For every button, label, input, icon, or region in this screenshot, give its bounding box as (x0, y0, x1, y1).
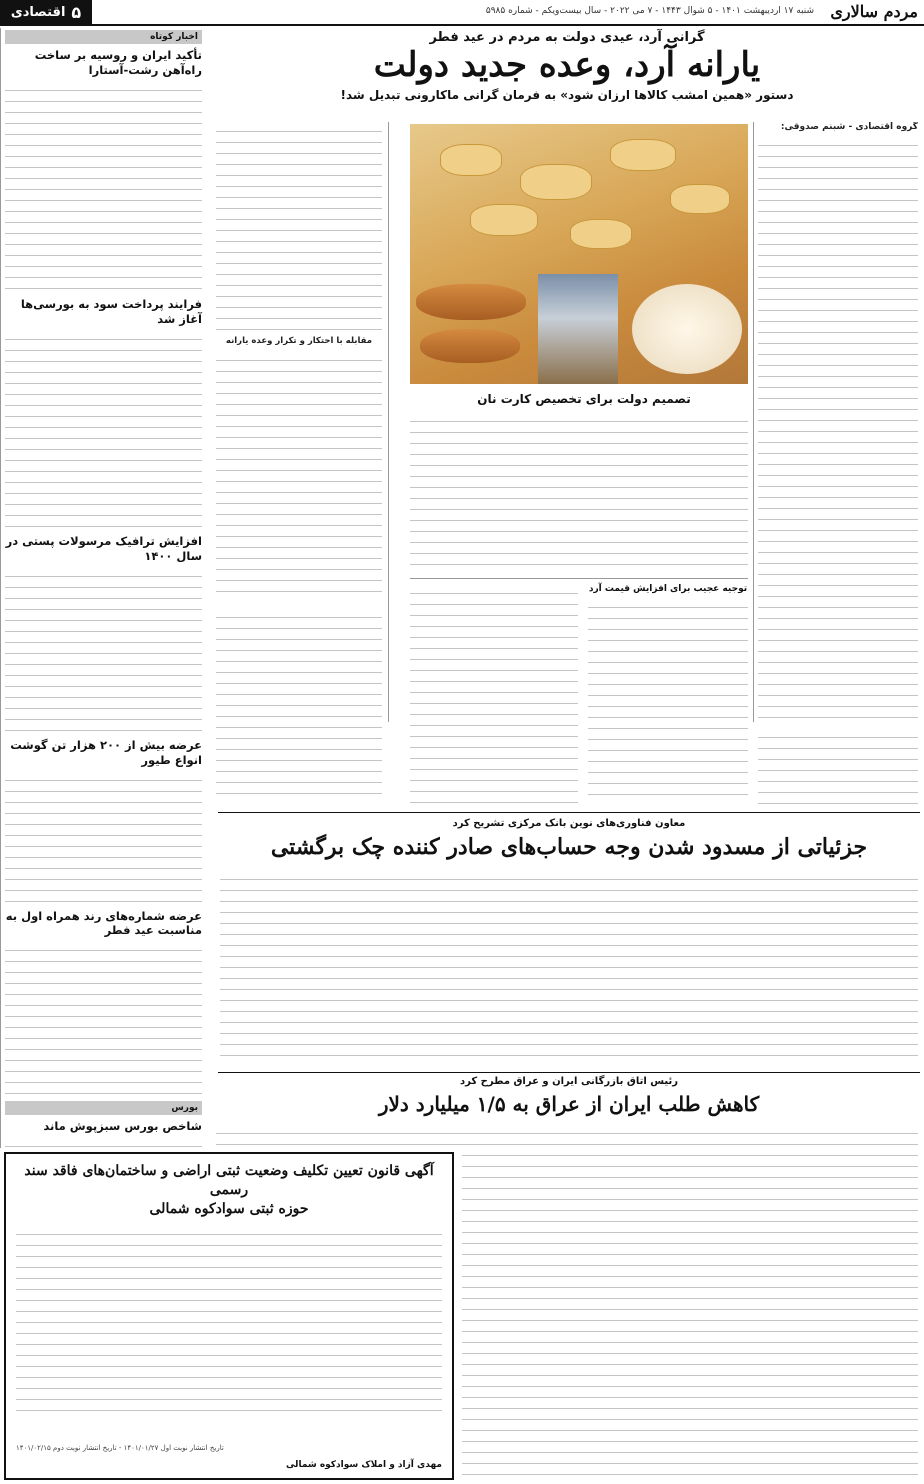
news-body (5, 81, 202, 291)
column-divider (753, 122, 754, 722)
ad-signature-row (16, 1460, 442, 1470)
pasta-shape (520, 164, 592, 200)
section-tab (0, 0, 92, 24)
lead-kicker: گرانی آرد، عیدی دولت به مردم در عید فطر (429, 30, 705, 45)
ad-subtitle: حوزه ثبتی سوادکوه شمالی (149, 1200, 309, 1217)
pasta-shape (570, 219, 632, 249)
news-body (5, 330, 202, 528)
lead-byline: گروه اقتصادی - شبنم صدوقی: (780, 122, 918, 132)
mid-text-right (588, 598, 748, 804)
third-text-lines (216, 1124, 462, 1148)
short-news-label: اخبار کوتاه (5, 30, 202, 44)
masthead (0, 0, 924, 26)
news-item (5, 48, 202, 291)
story-divider (218, 812, 920, 813)
pasta-shape (470, 204, 538, 236)
legal-notice-ad (4, 1152, 454, 1480)
store-shelf-image (538, 274, 618, 384)
pasta-shape (670, 184, 730, 214)
column-divider (388, 122, 389, 722)
news-item (5, 297, 202, 528)
news-body (5, 771, 202, 903)
card-text-lines (410, 412, 748, 572)
card-subhead: تصمیم دولت برای تخصیص کارت نان (477, 392, 691, 406)
third-text-lines (462, 1124, 918, 1480)
ad-title: آگهی قانون تعیین تکلیف وضعیت ثبتی اراضی و ساختمان‌های فاقد سند رسمی (24, 1163, 434, 1198)
bourse-label: بورس (5, 1101, 202, 1115)
bread-loaf (420, 329, 520, 363)
mid-subhead: توجیه عجیب برای افزایش قیمت آرد (588, 584, 748, 594)
third-story-text-left (216, 1124, 462, 1148)
news-title: عرضه بیش از ۲۰۰ هزار تن گوشت انواع طیور (10, 737, 202, 767)
lead-text-lines (216, 608, 382, 804)
mid-text-lines (588, 598, 748, 804)
news-item (5, 738, 202, 903)
lead-left-bottom (216, 608, 382, 804)
news-title: عرضه شماره‌های رند همراه اول به مناسبت عید فطر (5, 908, 202, 938)
bread-loaf (416, 284, 526, 320)
brand-name: مردم سالاری (830, 2, 918, 21)
lead-text-lines (216, 122, 382, 332)
lead-right-column (758, 122, 918, 722)
lead-text-lines (758, 728, 918, 804)
third-kicker: رئیس اتاق بازرگانی ایران و عراق مطرح کرد (460, 1076, 678, 1087)
pasta-shape (610, 139, 676, 171)
news-title: فرایند پرداخت سود به بورسی‌ها آغاز شد (20, 296, 202, 326)
page-number: ۵ (71, 2, 82, 22)
news-item (5, 1119, 202, 1148)
news-title: افزایش ترافیک مرسولات پستی در سال ۱۴۰۰ (5, 533, 202, 563)
second-text-lines (220, 870, 918, 1066)
flour-bowl (632, 284, 742, 374)
third-story-text-right (462, 1124, 918, 1480)
second-story-text (220, 870, 918, 1066)
news-item (5, 909, 202, 1096)
news-body (5, 1137, 202, 1148)
story-divider (218, 1072, 920, 1073)
section-name: اقتصادی (10, 4, 66, 20)
short-news-column (0, 28, 206, 1148)
issue-line: شنبه ۱۷ اردیبهشت ۱۴۰۱ - ۵ شوال ۱۴۴۳ - ۷ می ۲۰۲۲ - سال بیست‌ویکم - شماره ۵۹۸۵ (485, 6, 814, 16)
card-text (410, 412, 748, 572)
news-title: شاخص بورس سبزپوش ماند (43, 1119, 202, 1134)
lead-left-column (216, 122, 382, 602)
lead-subhead-right: مقابله با احتکار و تکرار وعده یارانه (225, 336, 373, 346)
third-headline: کاهش طلب ایران از عراق به ۱/۵ میلیارد دلار (378, 1092, 760, 1116)
lead-text-lines (758, 136, 918, 721)
ad-dates: تاریخ انتشار نوبت اول ۱۴۰۱/۰۱/۲۷ - تاریخ انتشار نوبت دوم ۱۴۰۱/۰۲/۱۵ (16, 1444, 224, 1452)
ad-text-lines (16, 1225, 442, 1415)
section-rule (410, 578, 748, 579)
pasta-flour-photo (410, 124, 748, 384)
lead-headline: یارانه آرد، وعده جدید دولت (373, 45, 761, 85)
ad-signature: مهدی آزاد و املاک سوادکوه شمالی (285, 1460, 442, 1470)
lead-right-bottom (758, 728, 918, 804)
news-body (5, 567, 202, 732)
news-item (5, 534, 202, 732)
news-body (5, 941, 202, 1095)
mid-text-left (410, 584, 578, 804)
mid-text-lines (410, 584, 578, 804)
lead-story (214, 28, 920, 108)
pasta-shape (440, 144, 502, 176)
lead-text-lines (216, 351, 382, 601)
second-headline: جزئیاتی از مسدود شدن وجه حساب‌های صادر کننده چک برگشتی (270, 834, 868, 860)
second-kicker: معاون فناوری‌های نوین بانک مرکزی تشریح کرد (452, 818, 686, 829)
news-title: تأکید ایران و روسیه بر ساخت راه‌آهن رشت-آستارا (34, 48, 202, 77)
lead-deck: دستور «همین امشب کالاها ارزان شود» به فرمان گرانی ماکارونی تبدیل شد! (340, 88, 794, 103)
